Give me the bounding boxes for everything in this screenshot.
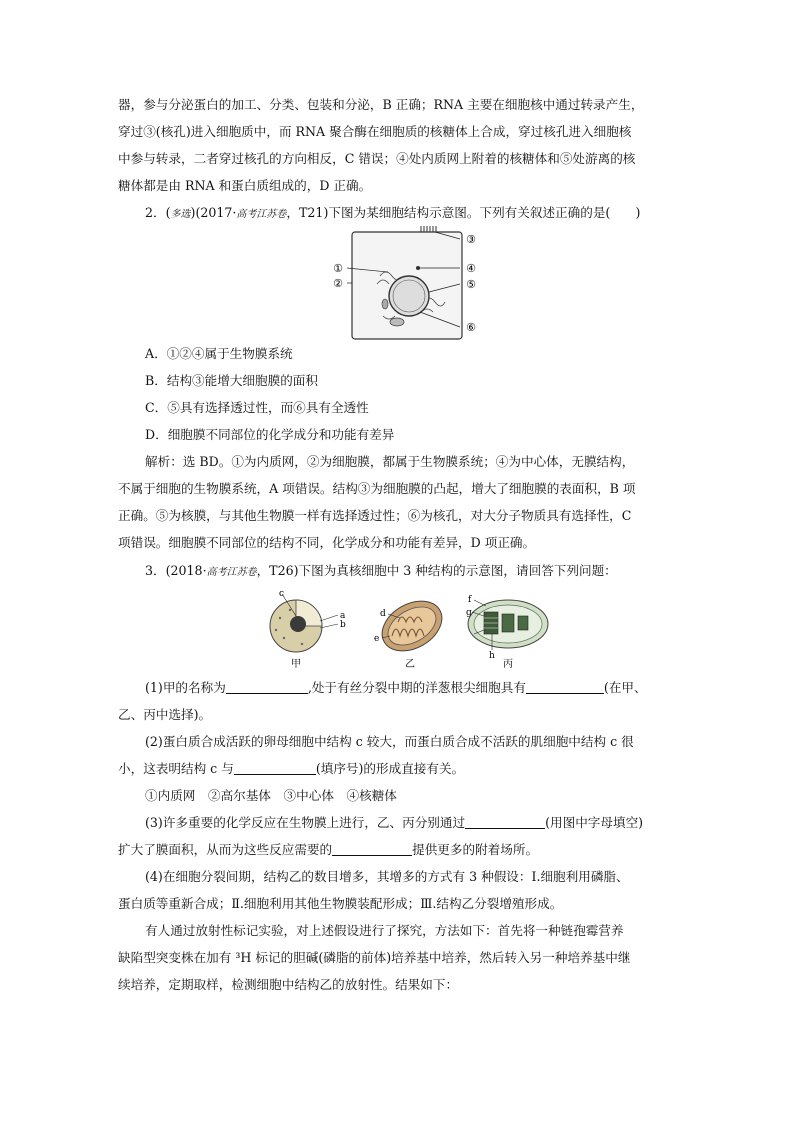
option-d: D．细胞膜不同部位的化学成分和功能有差异 bbox=[145, 427, 395, 442]
fig2-letter: c bbox=[279, 589, 285, 599]
part-2-options: ①内质网 ②高尔基体 ③中心体 ④核糖体 bbox=[145, 788, 397, 803]
analysis-line: 项错误。细胞膜不同部位的结构不同，化学成分和功能有差异，D 项正确。 bbox=[118, 535, 536, 550]
option-c: C．⑤具有选择透过性，而⑥具有全透性 bbox=[145, 400, 369, 415]
fig2-letter: a bbox=[340, 611, 346, 621]
fig2-letter: h bbox=[489, 651, 495, 661]
fig1-label: ③ bbox=[466, 233, 476, 246]
chloroplast-diagram bbox=[468, 600, 548, 648]
fig2-letter: g bbox=[466, 608, 472, 618]
caption-jia: 甲 bbox=[291, 659, 301, 670]
part-3-cont: 扩大了膜面积，从而为这些反应需要的 提供更多的附着场所。 bbox=[118, 842, 539, 857]
fig2-letter: d bbox=[380, 609, 386, 619]
question-3-stem: 3．(2018·高考江苏卷，T26)下图为真核细胞中 3 种结构的示意图，请回答下列问题： bbox=[145, 563, 617, 578]
source-tag: 高考江苏卷 bbox=[206, 567, 257, 578]
cell-structure-figure bbox=[325, 226, 495, 346]
microvilli bbox=[421, 226, 436, 232]
caption-yi: 乙 bbox=[405, 659, 415, 670]
organelles-figure bbox=[262, 588, 562, 670]
experiment-text: 缺陷型突变株在加有 ³H 标记的胆碱(磷脂的前体)培养基中培养，然后转入另一种培养基中继 bbox=[118, 950, 631, 965]
option-a: A．①②④属于生物膜系统 bbox=[145, 346, 293, 361]
part-4: (4)在细胞分裂间期，结构乙的数目增多，其增多的方式有 3 种假设：Ⅰ.细胞利用磷脂、 bbox=[145, 869, 629, 884]
mitochondrion-diagram bbox=[373, 591, 450, 661]
fig2-letter: f bbox=[468, 595, 472, 605]
fig1-label: ① bbox=[333, 262, 343, 275]
text-line: 中参与转录，二者穿过核孔的方向相反，C 错误；④处内质网上附着的核糖体和⑤处游离的核 bbox=[118, 151, 636, 166]
answer-blank[interactable] bbox=[226, 681, 308, 694]
part-1-cont: 乙、丙中选择)。 bbox=[118, 707, 212, 722]
answer-blank[interactable] bbox=[332, 843, 412, 856]
answer-blank[interactable] bbox=[234, 762, 316, 775]
multi-choice-tag: 多选 bbox=[170, 209, 191, 220]
part-2-cont: 小，这表明结构 c 与 (填序号)的形成直接有关。 bbox=[118, 761, 465, 776]
fig1-label: ② bbox=[333, 277, 343, 290]
caption-bing: 丙 bbox=[503, 659, 513, 670]
text-line: 糖体都是由 RNA 和蛋白质组成的，D 正确。 bbox=[118, 178, 372, 193]
fig2-letter: e bbox=[374, 634, 380, 644]
analysis-line: 不属于细胞的生物膜系统，A 项错误。结构③为细胞膜的凸起，增大了细胞膜的表面积，B 项 bbox=[118, 481, 636, 496]
question-2-stem: 2．(多选)(2017·高考江苏卷，T21)下图为某细胞结构示意图。下列有关叙述正确的是( ) bbox=[145, 205, 641, 220]
experiment-text: 续培养，定期取样，检测细胞中结构乙的放射性。结果如下： bbox=[118, 977, 459, 992]
part-1: (1)甲的名称为 ,处于有丝分裂中期的洋葱根尖细胞具有 (在甲、 bbox=[145, 680, 647, 695]
part-3: (3)许多重要的化学反应在生物膜上进行，乙、丙分别通过 (用图中字母填空) bbox=[145, 815, 644, 830]
part-4-cont: 蛋白质等重新合成；Ⅱ.细胞利用其他生物膜装配形成；Ⅲ.结构乙分裂增殖形成。 bbox=[118, 896, 563, 911]
part-2: (2)蛋白质合成活跃的卵母细胞中结构 c 较大，而蛋白质合成不活跃的肌细胞中结构 c 很 bbox=[145, 734, 634, 749]
source-tag: 高考江苏卷 bbox=[236, 209, 287, 220]
experiment-text: 有人通过放射性标记实验，对上述假设进行了探究，方法如下：首先将一种链孢霉营养 bbox=[145, 923, 624, 938]
analysis-line: 正确。⑤为核膜，与其他生物膜一样有选择透过性；⑥为核孔，对大分子物质具有选择性，C bbox=[118, 508, 632, 523]
fig1-label: ⑥ bbox=[466, 321, 476, 334]
nucleus-diagram bbox=[270, 600, 322, 652]
analysis-line: 解析：选 BD。①为内质网，②为细胞膜，都属于生物膜系统；④为中心体，无膜结构， bbox=[145, 454, 635, 469]
fig1-label: ④ bbox=[466, 262, 476, 275]
text-line: 穿过③(核孔)进入细胞质中，而 RNA 聚合酶在细胞质的核糖体上合成，穿过核孔进入细胞核 bbox=[118, 124, 632, 139]
option-b: B．结构③能增大细胞膜的面积 bbox=[145, 373, 318, 388]
fig2-letter: b bbox=[340, 620, 346, 630]
fig1-label: ⑤ bbox=[466, 278, 476, 291]
answer-blank[interactable] bbox=[526, 681, 604, 694]
answer-blank[interactable] bbox=[465, 816, 545, 829]
nucleus bbox=[389, 276, 429, 316]
text-line: 器，参与分泌蛋白的加工、分类、包装和分泌，B 正确；RNA 主要在细胞核中通过转录产生， bbox=[118, 97, 644, 112]
